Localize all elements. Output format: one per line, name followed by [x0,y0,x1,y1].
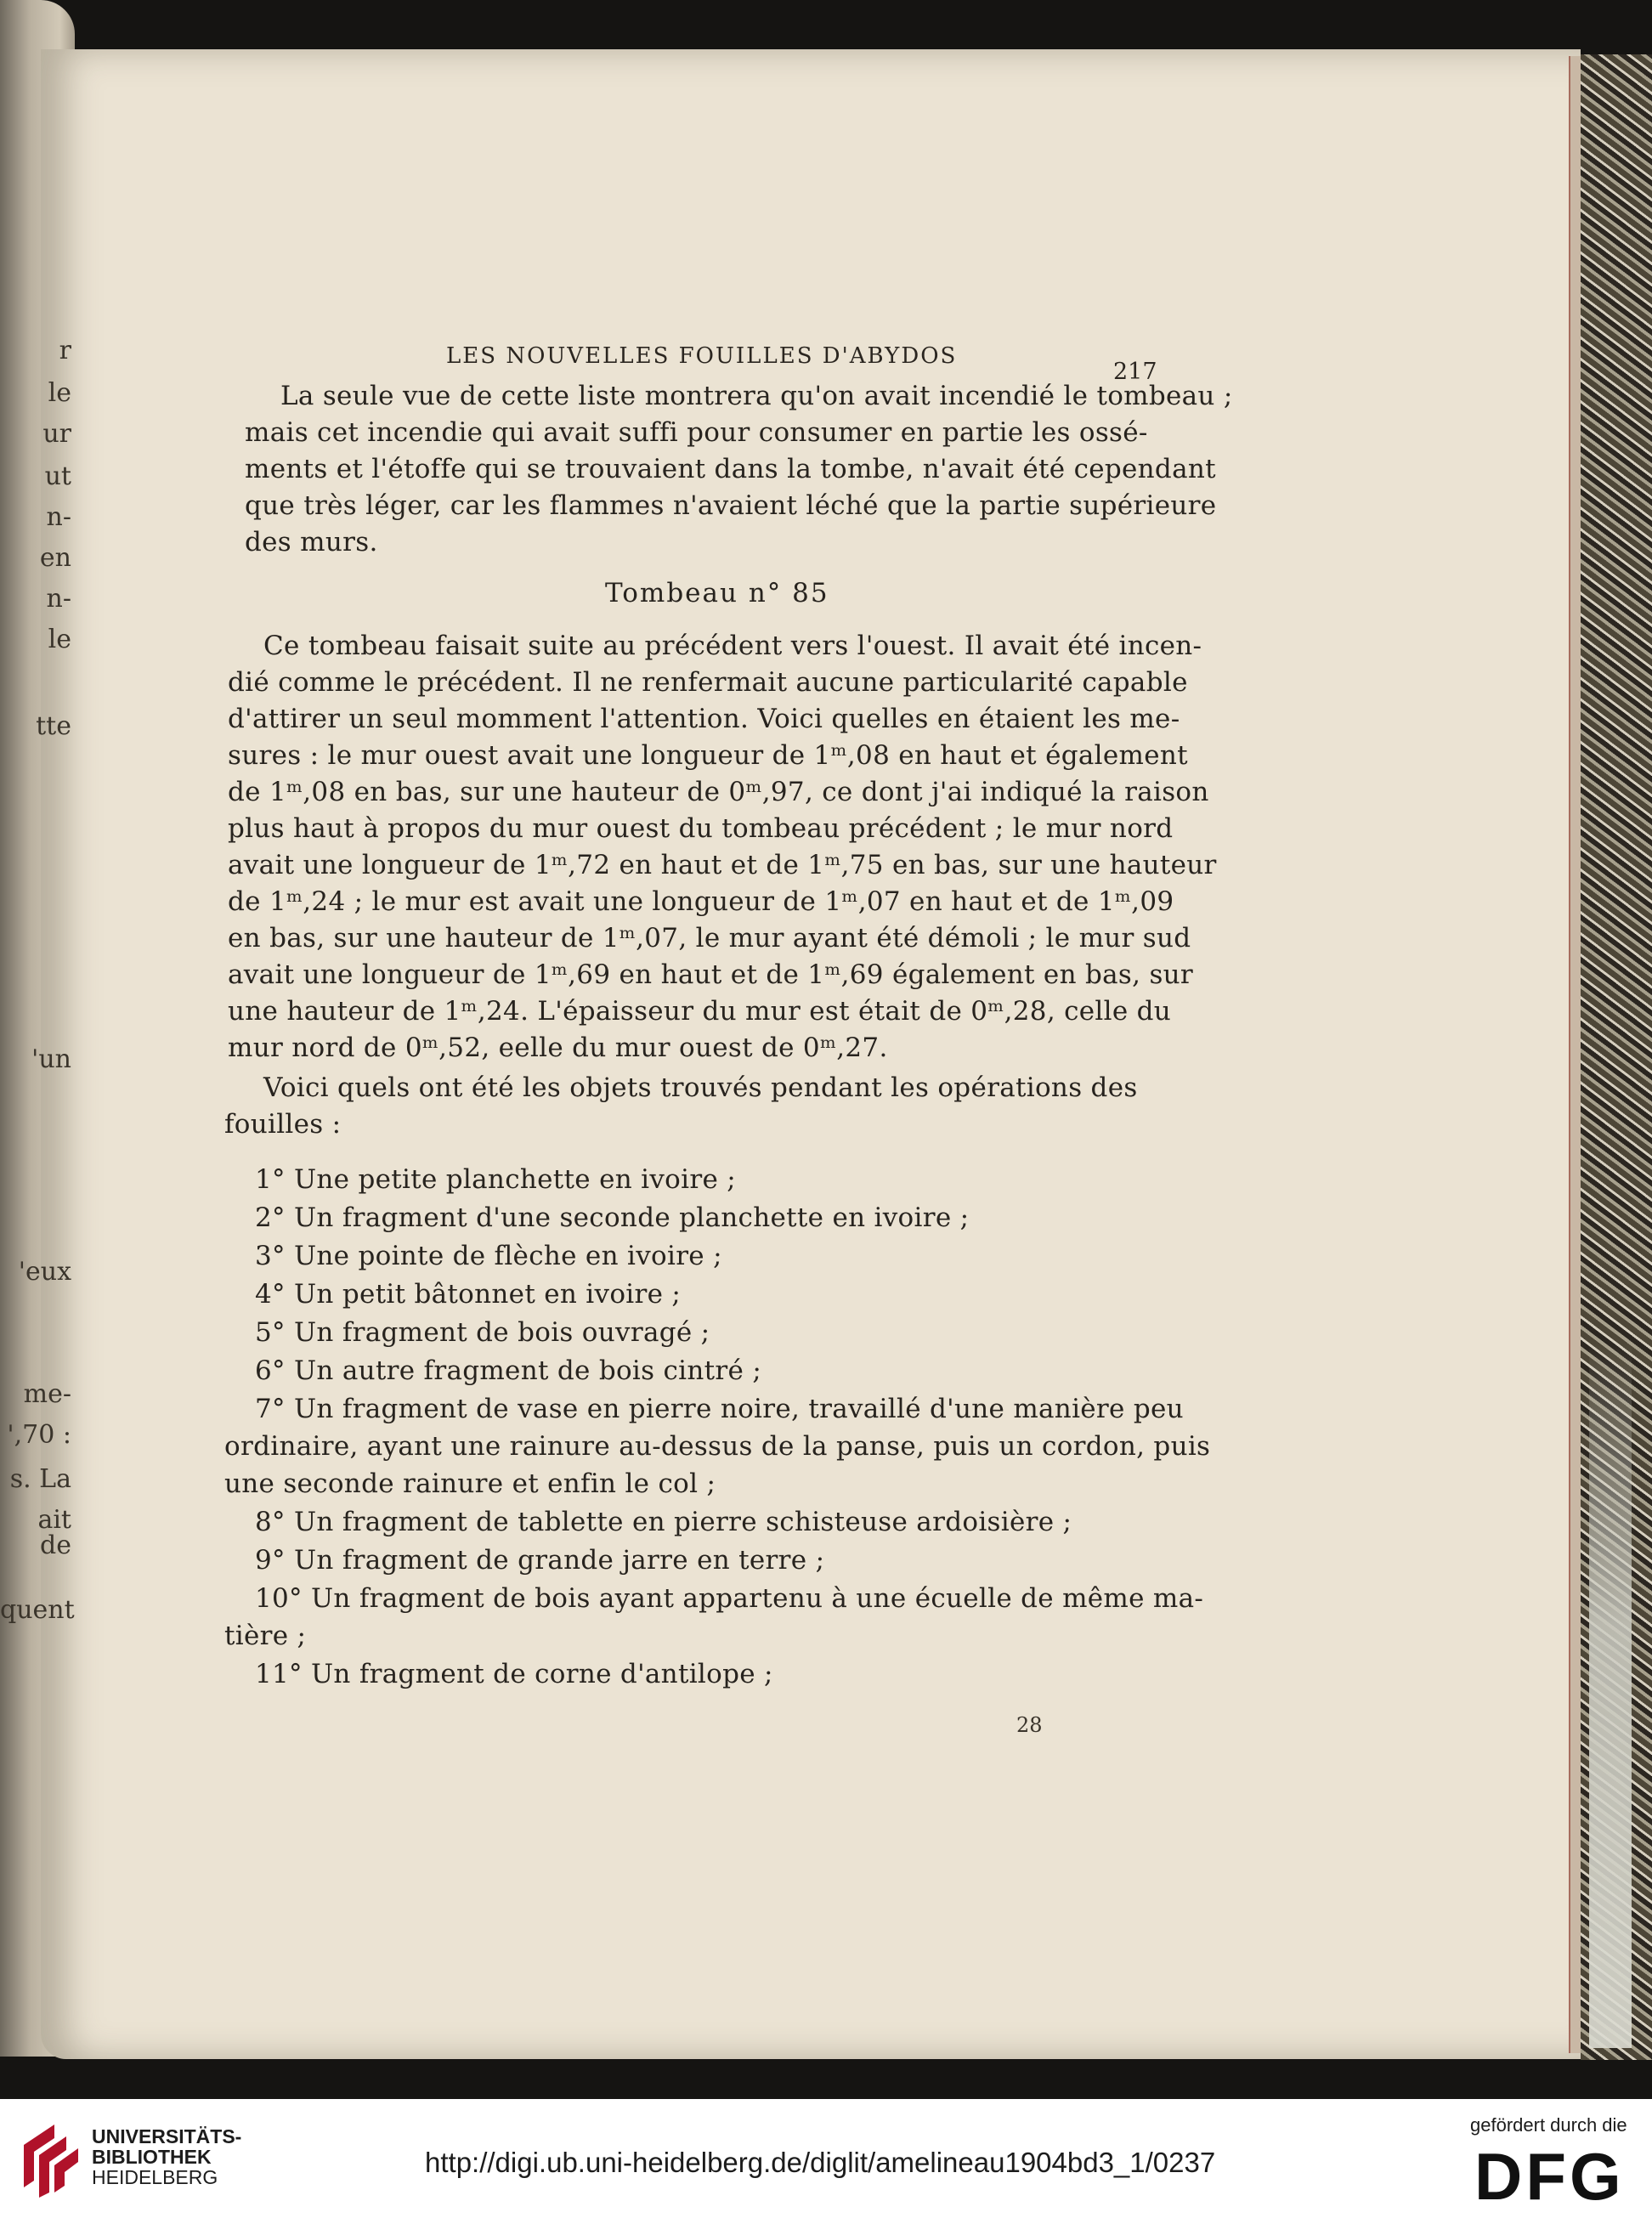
text-line: 11° Un fragment de corne d'antilope ; [255,1659,773,1689]
library-name [92,2126,241,2187]
text-line: une seconde rainure et enfin le col ; [224,1468,716,1499]
text-line: de 1ᵐ,24 ; le mur est avait une longueur de 1ᵐ,07 en haut et de 1ᵐ,09 [228,886,1174,917]
text-line: 6° Un autre fragment de bois cintré ; [255,1355,762,1386]
text-line: Ce tombeau faisait suite au précédent vers l'ouest. Il avait été incen- [263,631,1202,661]
text-line: avait une longueur de 1ᵐ,69 en haut et de 1ᵐ,69 également en bas, sur [228,959,1194,990]
library-name-line3: HEIDELBERG [92,2166,218,2188]
text-line: dié comme le précédent. Il ne renfermait aucune particularité capable [228,667,1188,698]
permalink-url[interactable]: http://digi.ub.uni-heidelberg.de/diglit/amelineau1904bd3_1/0237 [425,2147,1216,2178]
library-logo-icon [17,2119,85,2198]
library-name-line1: UNIVERSITÄTS- [92,2125,242,2147]
dfg-logo: DFG [1474,2139,1625,2214]
text-line: 5° Un fragment de bois ouvragé ; [255,1317,710,1348]
previous-page-fragment: le [48,625,71,654]
previous-page-fragment: r [59,336,71,365]
previous-page-fragment: 'eux [18,1257,71,1287]
previous-page-fragment: en [39,543,71,573]
previous-page-fragment: ',70 : [7,1420,71,1450]
text-line: avait une longueur de 1ᵐ,72 en haut et de 1ᵐ,75 en bas, sur une hauteur [228,850,1217,880]
page-number: 217 [1113,359,1157,385]
text-line: ordinaire, ayant une rainure au-dessus de la panse, puis un cordon, puis [224,1431,1211,1462]
previous-page-fragment: me- [23,1379,71,1409]
text-line: mur nord de 0ᵐ,52, eelle du mur ouest de 0ᵐ,27. [228,1033,888,1063]
text-line: mais cet incendie qui avait suffi pour consumer en partie les ossé- [245,417,1148,448]
footer-banner [0,2099,1652,2218]
section-heading: Tombeau n° 85 [605,578,829,608]
text-line: ments et l'étoffe qui se trouvaient dans la tombe, n'avait été cependant [245,454,1216,484]
funding-caption: gefördert durch die [1470,2114,1627,2136]
text-line: La seule vue de cette liste montrera qu'on avait incendié le tombeau ; [280,381,1233,411]
text-line: d'attirer un seul momment l'attention. Voici quelles en étaient les me- [228,704,1180,734]
previous-page-fragment: s. La [9,1464,71,1494]
text-line: 2° Un fragment d'une seconde planchette en ivoire ; [255,1202,970,1233]
text-line: une hauteur de 1ᵐ,24. L'épaisseur du mur est était de 0ᵐ,28, celle du [228,996,1172,1027]
text-line: des murs. [245,527,378,557]
text-line: en bas, sur une hauteur de 1ᵐ,07, le mur ayant été démoli ; le mur sud [228,923,1191,953]
running-head: LES NOUVELLES FOUILLES D'ABYDOS [446,343,958,369]
text-line: 10° Un fragment de bois ayant appartenu à une écuelle de même ma- [255,1583,1204,1614]
previous-page-fragment: quent [0,1595,75,1625]
text-line: plus haut à propos du mur ouest du tombeau précédent ; le mur nord [228,813,1174,844]
signature-mark: 28 [1016,1713,1043,1737]
text-line: 7° Un fragment de vase en pierre noire, travaillé d'une manière peu [255,1394,1184,1424]
previous-page-fragment: tte [36,711,71,741]
text-line: tière ; [224,1621,307,1651]
previous-page-fragment: n- [46,584,71,614]
text-line: 9° Un fragment de grande jarre en terre ; [255,1545,825,1576]
previous-page-fragment: le [48,378,71,408]
previous-page-fragment: ut [44,461,71,491]
text-line: 1° Une petite planchette en ivoire ; [255,1164,737,1195]
marbled-endpaper-light [1589,1343,1632,2048]
text-line: 4° Un petit bâtonnet en ivoire ; [255,1279,682,1310]
text-line: Voici quels ont été les objets trouvés pendant les opérations des [263,1072,1138,1103]
text-line: 3° Une pointe de flèche en ivoire ; [255,1241,722,1271]
text-line: que très léger, car les flammes n'avaient léché que la partie supérieure [245,490,1217,521]
previous-page-fragment: ait de [37,1505,71,1560]
text-line: sures : le mur ouest avait une longueur de 1ᵐ,08 en haut et également [228,740,1188,771]
library-name-line2: BIBLIOTHEK [92,2146,212,2168]
previous-page-fragment: ur [42,419,71,449]
text-line: 8° Un fragment de tablette en pierre schisteuse ardoisière ; [255,1507,1072,1537]
text-line: fouilles : [224,1109,342,1140]
previous-page-fragment: n- [46,502,71,532]
text-line: de 1ᵐ,08 en bas, sur une hauteur de 0ᵐ,97, ce dont j'ai indiqué la raison [228,777,1209,807]
previous-page-fragment: 'un [31,1044,71,1074]
